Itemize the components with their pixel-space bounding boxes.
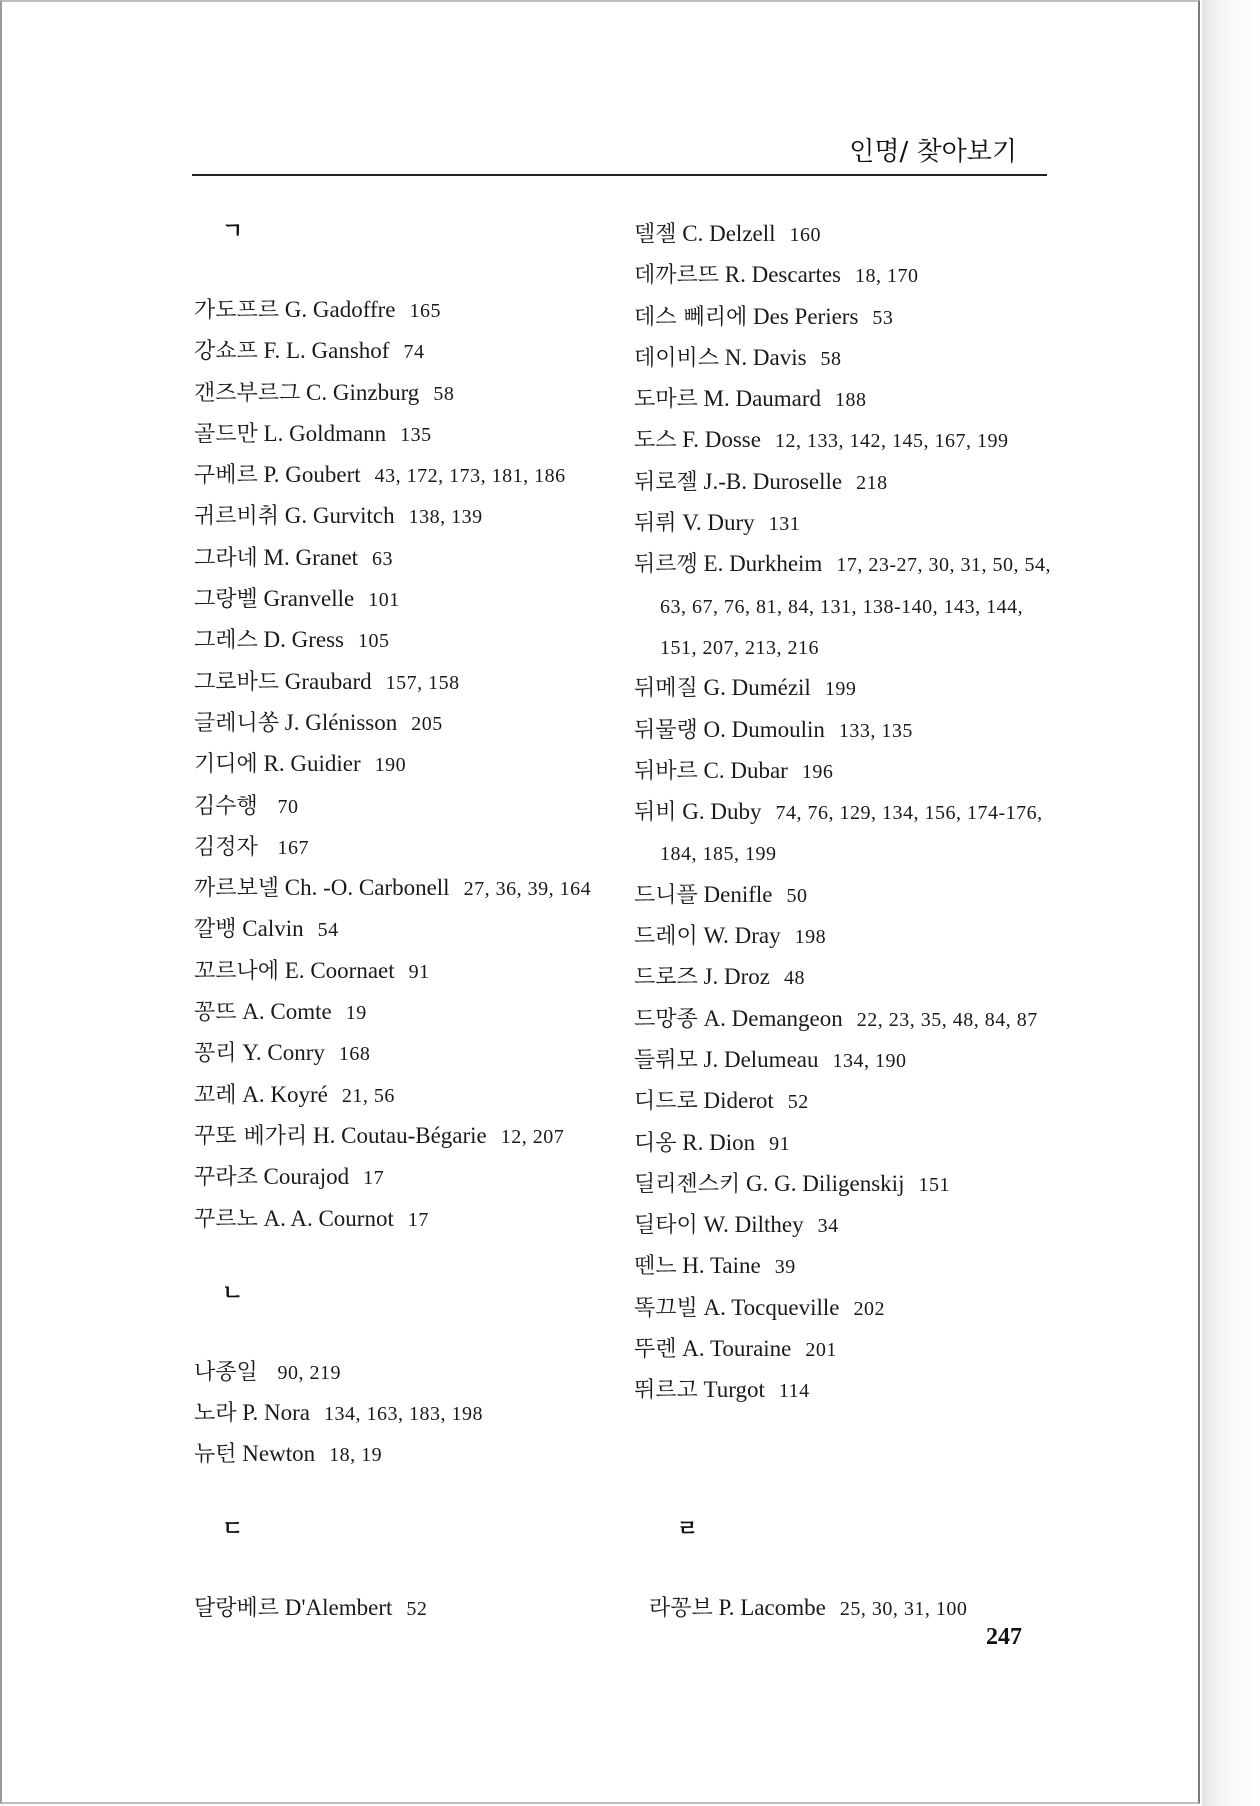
index-entry: [194, 1588, 614, 1629]
entry-korean-name: 꽁뜨: [194, 1000, 237, 1026]
entry-page-numbers: 34: [817, 1215, 839, 1238]
entry-original-name: D'Alembert: [284, 1595, 393, 1620]
entry-korean-name: 꽁리: [194, 1041, 237, 1067]
entry-korean-name: 드망종: [634, 1006, 698, 1032]
entry-original-name: R. Descartes: [724, 262, 842, 288]
entry-original-name: C. Delzell: [682, 221, 776, 246]
entry-original-name: Diderot: [703, 1088, 774, 1114]
index-entry: [194, 1434, 614, 1475]
spacer: [194, 1312, 614, 1352]
entry-original-name: G. Gadoffre: [284, 297, 396, 322]
entry-original-name: L. Goldmann: [263, 420, 387, 446]
entry-korean-name: 김수행: [194, 793, 258, 819]
spacer: [194, 250, 614, 290]
entry-page-numbers: 131: [768, 513, 801, 536]
index-entry: [634, 751, 1054, 792]
entry-korean-name: 골드만: [194, 421, 258, 447]
section-letter: ㄷ: [222, 1517, 244, 1542]
entry-original-name: Y. Conry: [242, 1040, 325, 1066]
entry-original-name: M. Granet: [263, 544, 359, 570]
entry-korean-name: 글레니쏭: [194, 710, 280, 736]
entry-original-name: H. Coutau-Bégarie: [313, 1122, 487, 1148]
entry-page-numbers: 48: [783, 967, 805, 990]
spacer: [649, 1548, 1069, 1588]
entry-korean-name: 뒤뤼: [634, 511, 677, 537]
entry-page-numbers: 74, 76, 129, 134, 156, 174-176, 184, 185, 199: [660, 802, 1043, 866]
entry-page-numbers: 167: [277, 836, 310, 859]
entry-original-name: E. Durkheim: [703, 551, 823, 577]
index-entry: [194, 909, 614, 950]
index-entry: [634, 1370, 1054, 1411]
index-entry: [634, 1205, 1054, 1246]
entry-korean-name: 꾸또 베가리: [194, 1123, 308, 1149]
entry-korean-name: 똑끄빌: [634, 1295, 698, 1321]
index-entry: [634, 1081, 1054, 1122]
entry-original-name: Des Periers: [753, 303, 859, 329]
index-entry: [634, 379, 1054, 420]
right-column: [634, 214, 1054, 1412]
spacer: [194, 1548, 614, 1588]
entry-page-numbers: 188: [835, 389, 867, 412]
entry-korean-name: 뒤바르: [634, 758, 698, 784]
entry-page-numbers: 114: [778, 1380, 810, 1403]
entry-page-numbers: 91: [769, 1132, 791, 1155]
entry-page-numbers: 190: [374, 754, 407, 777]
entry-korean-name: 뒤로젤: [634, 469, 698, 495]
entry-page-numbers: 218: [856, 471, 888, 494]
entry-original-name: A. Koyré: [242, 1081, 328, 1107]
index-entry: [634, 1329, 1054, 1370]
entry-original-name: Courajod: [263, 1164, 350, 1190]
index-entry: [634, 462, 1054, 503]
index-entry: [194, 1352, 614, 1393]
entry-korean-name: 까르보넬: [194, 876, 280, 902]
index-entry: [634, 957, 1054, 998]
entry-page-numbers: 53: [872, 306, 894, 329]
entry-korean-name: 데스 뻬리에: [634, 304, 748, 330]
section-letter: ㄹ: [677, 1517, 699, 1542]
entry-korean-name: 드레이: [634, 924, 698, 950]
entry-original-name: O. Dumoulin: [703, 716, 825, 742]
entry-korean-name: 그랑벨: [194, 587, 258, 613]
section-letter: ㄱ: [222, 219, 244, 244]
entry-original-name: J. Glénisson: [284, 709, 398, 735]
entry-page-numbers: 19: [345, 1002, 367, 1025]
entry-korean-name: 꾸라조: [194, 1165, 258, 1191]
entry-page-numbers: 18, 170: [855, 265, 919, 288]
index-entry: [194, 414, 614, 455]
entry-original-name: C. Dubar: [703, 757, 788, 783]
entry-original-name: M. Daumard: [703, 386, 822, 412]
entry-original-name: A. Touraine: [682, 1336, 792, 1362]
index-entry: [634, 1164, 1054, 1205]
entry-page-numbers: 39: [774, 1256, 796, 1279]
entry-korean-name: 디드로: [634, 1089, 698, 1115]
entry-page-numbers: 160: [789, 224, 822, 246]
entry-original-name: Granvelle: [263, 586, 355, 612]
entry-korean-name: 달랑베르: [194, 1596, 280, 1621]
entry-original-name: J. Delumeau: [703, 1046, 819, 1072]
index-entry: [634, 916, 1054, 957]
entry-korean-name: 뗀느: [634, 1254, 677, 1280]
entry-page-numbers: 17, 23-27, 30, 31, 50, 54, 63, 67, 76, 81, 84, 131, 138-140, 143, 144, 151, 207, 213, 216: [660, 554, 1051, 659]
entry-original-name: Graubard: [284, 668, 372, 694]
entry-page-numbers: 101: [368, 589, 400, 612]
entry-page-numbers: 17: [407, 1208, 429, 1231]
entry-korean-name: 드로즈: [634, 965, 698, 991]
entry-korean-name: 드니플: [634, 882, 698, 908]
entry-page-numbers: 91: [408, 960, 430, 983]
entry-page-numbers: 54: [317, 919, 339, 942]
index-entry: [194, 1199, 614, 1240]
page-number: 247: [986, 1624, 1022, 1650]
entry-korean-name: 구베르: [194, 463, 258, 489]
entry-original-name: W. Dilthey: [703, 1212, 804, 1238]
entry-original-name: F. Dosse: [682, 427, 761, 453]
entry-original-name: J.-B. Duroselle: [703, 468, 843, 494]
index-entry: [634, 1288, 1054, 1329]
entry-page-numbers: 168: [338, 1043, 371, 1066]
entry-korean-name: 깔뱅: [194, 917, 237, 943]
index-entry: [634, 710, 1054, 751]
entry-korean-name: 꼬레: [194, 1082, 237, 1108]
index-entry: [194, 1116, 614, 1157]
index-entry: [634, 1040, 1054, 1081]
entry-korean-name: 뉴턴: [194, 1442, 237, 1468]
entry-page-numbers: 105: [358, 630, 390, 653]
index-entry: [194, 992, 614, 1033]
entry-korean-name: 그레스: [194, 628, 258, 654]
entry-original-name: R. Dion: [682, 1129, 756, 1155]
entry-page-numbers: 63: [372, 547, 394, 570]
entry-page-numbers: 201: [805, 1339, 837, 1362]
index-entry: [194, 744, 614, 785]
entry-page-numbers: 17: [363, 1167, 385, 1190]
entry-korean-name: 그라네: [194, 545, 258, 571]
entry-korean-name: 귀르비취: [194, 504, 280, 530]
entry-original-name: A. Tocqueville: [703, 1294, 840, 1320]
index-entry: [634, 255, 1054, 296]
index-entry: [634, 338, 1054, 379]
entry-korean-name: 라꽁브: [649, 1596, 713, 1621]
entry-original-name: Turgot: [703, 1377, 765, 1403]
index-entry: [194, 1157, 614, 1198]
entry-original-name: A. A. Cournot: [263, 1205, 394, 1231]
index-entry: [634, 1123, 1054, 1164]
entry-korean-name: 뒤물랭: [634, 717, 698, 743]
entry-korean-name: 뚜렌: [634, 1337, 677, 1363]
index-entry: [194, 662, 614, 703]
entry-korean-name: 뒤비: [634, 800, 677, 826]
bottom-right-section: [649, 1512, 1069, 1629]
entry-page-numbers: 25, 30, 31, 100: [839, 1598, 968, 1620]
index-entry: [194, 579, 614, 620]
entry-original-name: D. Gress: [263, 627, 345, 653]
entry-original-name: P. Nora: [242, 1400, 310, 1426]
index-entry: [194, 786, 614, 827]
entry-korean-name: 그로바드: [194, 669, 280, 695]
entry-page-numbers: 18, 19: [329, 1444, 383, 1467]
entry-korean-name: 델젤: [634, 222, 677, 247]
entry-page-numbers: 50: [786, 884, 808, 907]
entry-original-name: Ch. -O. Carbonell: [284, 875, 450, 901]
index-entry: [194, 951, 614, 992]
index-entry: [634, 875, 1054, 916]
entry-page-numbers: 134, 190: [832, 1049, 907, 1072]
entry-original-name: P. Lacombe: [718, 1595, 826, 1620]
entry-page-numbers: 90, 219: [277, 1361, 342, 1384]
entry-korean-name: 기디에: [194, 752, 258, 778]
entry-original-name: Denifle: [703, 881, 773, 907]
entry-original-name: H. Taine: [682, 1253, 761, 1279]
entry-page-numbers: 135: [400, 423, 432, 446]
entry-page-numbers: 198: [794, 926, 827, 949]
entry-original-name: V. Dury: [682, 510, 755, 536]
entry-korean-name: 뒤르껭: [634, 552, 698, 578]
entry-page-numbers: 151: [918, 1173, 950, 1196]
entry-korean-name: 꾸르노: [194, 1206, 258, 1232]
entry-korean-name: 꼬르나에: [194, 958, 280, 984]
entry-korean-name: 딜리젠스키: [634, 1171, 741, 1197]
index-entry: [194, 620, 614, 661]
index-entry: [194, 1075, 614, 1116]
entry-original-name: N. Davis: [724, 344, 807, 370]
entry-original-name: J. Droz: [703, 964, 770, 990]
entry-original-name: A. Demangeon: [703, 1005, 843, 1031]
entry-original-name: E. Coornaet: [284, 957, 395, 983]
index-entry: [634, 999, 1054, 1040]
entry-page-numbers: 134, 163, 183, 198: [324, 1403, 483, 1426]
entry-korean-name: 들뤼모: [634, 1047, 698, 1073]
entry-korean-name: 도마르: [634, 387, 698, 413]
entry-korean-name: 딜타이: [634, 1213, 698, 1239]
entry-page-numbers: 74: [403, 341, 425, 364]
index-entry: [194, 373, 614, 414]
index-entry: [194, 1393, 614, 1434]
index-entry: [634, 297, 1054, 338]
spacer: [194, 1240, 614, 1276]
entry-page-numbers: 70: [277, 795, 299, 818]
entry-page-numbers: 43, 172, 173, 181, 186: [374, 465, 566, 488]
index-entry: [194, 331, 614, 372]
index-entry: [194, 827, 614, 868]
entry-original-name: C. Ginzburg: [306, 379, 420, 405]
index-entry: [634, 214, 1054, 255]
entry-korean-name: 강쇼프: [194, 339, 258, 365]
index-entry: [194, 290, 614, 331]
index-entry: [634, 1246, 1054, 1287]
entry-original-name: A. Comte: [242, 999, 332, 1025]
index-entry: [194, 703, 614, 744]
running-head: [192, 132, 1047, 176]
index-entry: [634, 420, 1054, 461]
entry-original-name: Calvin: [242, 916, 304, 942]
entry-page-numbers: 202: [853, 1297, 885, 1320]
entry-page-numbers: 133, 135: [838, 719, 913, 742]
entry-page-numbers: 58: [433, 382, 455, 405]
entry-original-name: G. Gurvitch: [284, 503, 395, 529]
entry-korean-name: 갠즈부르그: [194, 380, 301, 406]
bottom-left-section: [194, 1512, 614, 1629]
index-entry: [194, 538, 614, 579]
entry-original-name: Newton: [242, 1441, 316, 1467]
entry-original-name: F. L. Ganshof: [263, 338, 390, 364]
index-entry: [634, 544, 1054, 668]
section-letter: ㄴ: [222, 1280, 244, 1306]
entry-page-numbers: 196: [801, 760, 834, 783]
index-entry: [194, 868, 614, 909]
entry-page-numbers: 52: [406, 1598, 428, 1620]
entry-korean-name: 나종일: [194, 1359, 258, 1385]
entry-page-numbers: 27, 36, 39, 164: [463, 878, 592, 901]
index-entry: [634, 668, 1054, 709]
index-entry: [634, 792, 1054, 875]
entry-page-numbers: 52: [787, 1091, 809, 1114]
entry-page-numbers: 21, 56: [341, 1084, 395, 1107]
entry-original-name: P. Goubert: [263, 462, 361, 488]
left-column: [194, 214, 614, 1476]
index-entry: [194, 455, 614, 496]
entry-page-numbers: 165: [409, 300, 441, 322]
running-head-title: 인명/ 찾아보기: [849, 137, 1017, 167]
entry-original-name: G. G. Diligenskij: [746, 1170, 905, 1196]
entry-korean-name: 도스: [634, 428, 677, 454]
index-entry: [634, 503, 1054, 544]
entry-page-numbers: 205: [411, 712, 443, 735]
index-entry: [194, 1033, 614, 1074]
index-entry: [194, 496, 614, 537]
entry-korean-name: 뒤메질: [634, 676, 698, 702]
entry-korean-name: 데이비스: [634, 345, 720, 371]
entry-original-name: W. Dray: [703, 923, 781, 949]
entry-original-name: G. Duby: [682, 799, 762, 825]
entry-page-numbers: 12, 133, 142, 145, 167, 199: [774, 430, 1009, 453]
entry-original-name: R. Guidier: [263, 751, 361, 777]
entry-korean-name: 디옹: [634, 1130, 677, 1156]
entry-korean-name: 데까르뜨: [634, 263, 720, 289]
entry-korean-name: 노라: [194, 1401, 237, 1427]
page-edge-shadow: [1202, 0, 1260, 1806]
entry-page-numbers: 199: [824, 678, 857, 701]
entry-korean-name: 뛰르고: [634, 1378, 698, 1404]
entry-korean-name: 김정자: [194, 834, 258, 860]
entry-page-numbers: 138, 139: [408, 506, 483, 529]
entry-page-numbers: 22, 23, 35, 48, 84, 87: [856, 1008, 1038, 1031]
entry-page-numbers: 12, 207: [500, 1125, 565, 1148]
entry-page-numbers: 157, 158: [385, 671, 460, 694]
entry-korean-name: 가도프르: [194, 298, 280, 323]
entry-original-name: G. Dumézil: [703, 675, 811, 701]
entry-page-numbers: 58: [820, 347, 842, 370]
